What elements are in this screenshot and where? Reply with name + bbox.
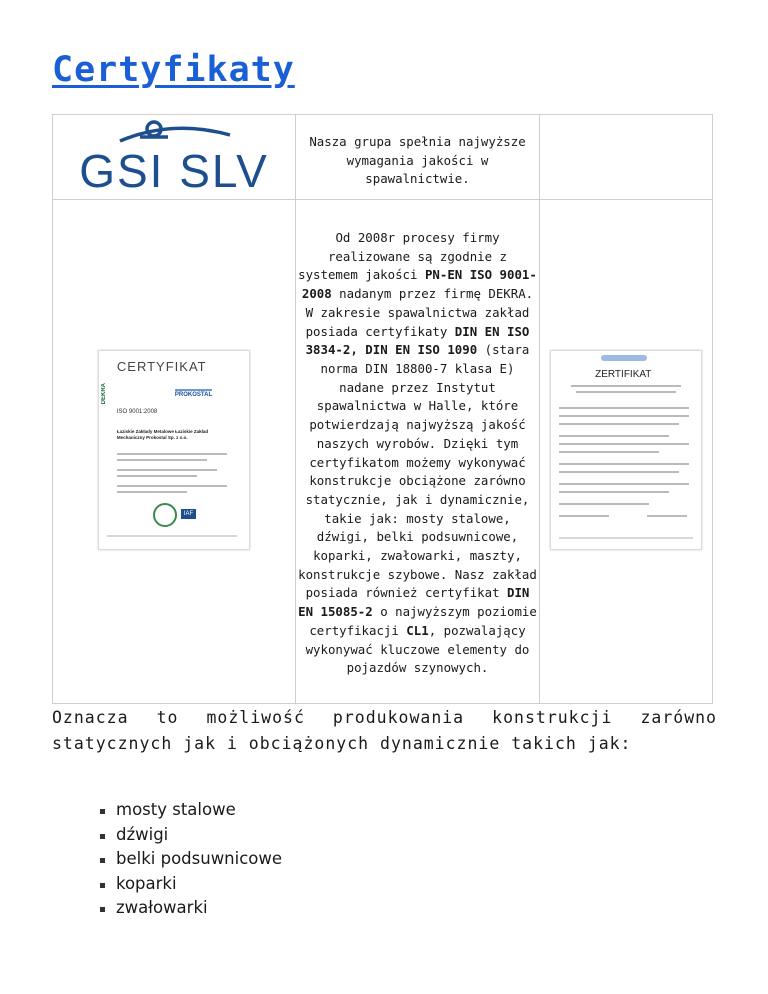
intro-text-cell	[295, 115, 539, 200]
bullet-icon	[100, 907, 105, 912]
list-item: dźwigi	[98, 823, 282, 848]
certificate-image-zertifikat[interactable]	[550, 350, 702, 550]
certificates-description: Od 2008r procesy firmy realizowane są zgodnie z systemem jakości PN-EN ISO 9001-2008 nadanym przez firmę DEKRA. W zakresie spawalnictwa zakład posiada certyfikaty DIN EN ISO 3834-2, DIN EN ISO 1090 (stara norma DIN 18800-7 klasa E) nadane przez Instytut spawalnictwa w Halle, które potwierdzają najwyższą jakość naszych wyrobów. Dzięki tym certyfikatom możemy wykonywać konstrukcje obciążone zarówno statycznie, jak i dynamicznie, takie jak: mosty stalowe, dźwigi, belki podsuwnicowe, koparki, zwałowarki, maszty, konstrukcje szybowe. Nasz zakład posiada również certyfikat DIN EN 15085-2 o najwyższym poziomie certyfikacji CL1, pozwalający wykonywać kluczowe elementy do pojazdów szynowych.	[298, 230, 537, 676]
certificates-table	[52, 114, 713, 704]
certificate-norm: ISO 9001:2008	[116, 408, 158, 415]
certificate-heading: ZERTIFIKAT	[595, 368, 652, 380]
norm-pn-en-iso-9001: PN-EN ISO 9001-2008	[301, 267, 537, 302]
list-item: zwałowarki	[98, 896, 282, 921]
svg-text:GSI SLV: GSI SLV	[79, 145, 269, 195]
description-cell	[295, 200, 539, 704]
certificate-right-cell	[540, 200, 713, 704]
iaf-logo: IAF	[181, 509, 196, 519]
certificate-left-cell	[53, 200, 296, 704]
bullet-icon	[100, 809, 105, 814]
prokostal-badge: PROKOSTAL	[175, 389, 212, 398]
norm-din-en-15085: DIN EN 15085-2	[298, 585, 530, 620]
certificate-image-iso9001[interactable]	[98, 350, 250, 550]
certificate-header-mark	[601, 355, 647, 361]
certificate-company: Łaziskie Zakłady Metalowe Łaziskie Zakład Mechaniczny Prokostal Sp. z o.o.	[116, 428, 209, 440]
bullet-icon	[100, 834, 105, 839]
list-item: koparki	[98, 872, 282, 897]
empty-cell	[540, 115, 713, 200]
certificate-heading: CERTYFIKAT	[116, 358, 207, 374]
gsi-slv-logo	[62, 115, 286, 195]
dekra-side-label: DEKRA	[100, 382, 107, 404]
capabilities-paragraph: Oznacza to możliwość produkowania konstrukcji zarówno statycznych jak i obciążonych dynamicznie takich jak:	[52, 708, 717, 753]
page-title[interactable]: Certyfikaty	[52, 50, 295, 90]
bullet-icon	[100, 883, 105, 888]
bullet-icon	[100, 858, 105, 863]
norm-din-en-iso-3834: DIN EN ISO 3834-2, DIN EN ISO 1090	[305, 323, 530, 358]
product-list	[98, 798, 282, 921]
logo-cell	[53, 115, 296, 200]
certificate-seal	[153, 503, 177, 527]
certification-level: CL1	[406, 622, 429, 638]
intro-text: Nasza grupa spełnia najwyższe wymagania jakości w spawalnictwie.	[309, 133, 526, 187]
list-item: belki podsuwnicowe	[98, 847, 282, 872]
list-item: mosty stalowe	[98, 798, 282, 823]
